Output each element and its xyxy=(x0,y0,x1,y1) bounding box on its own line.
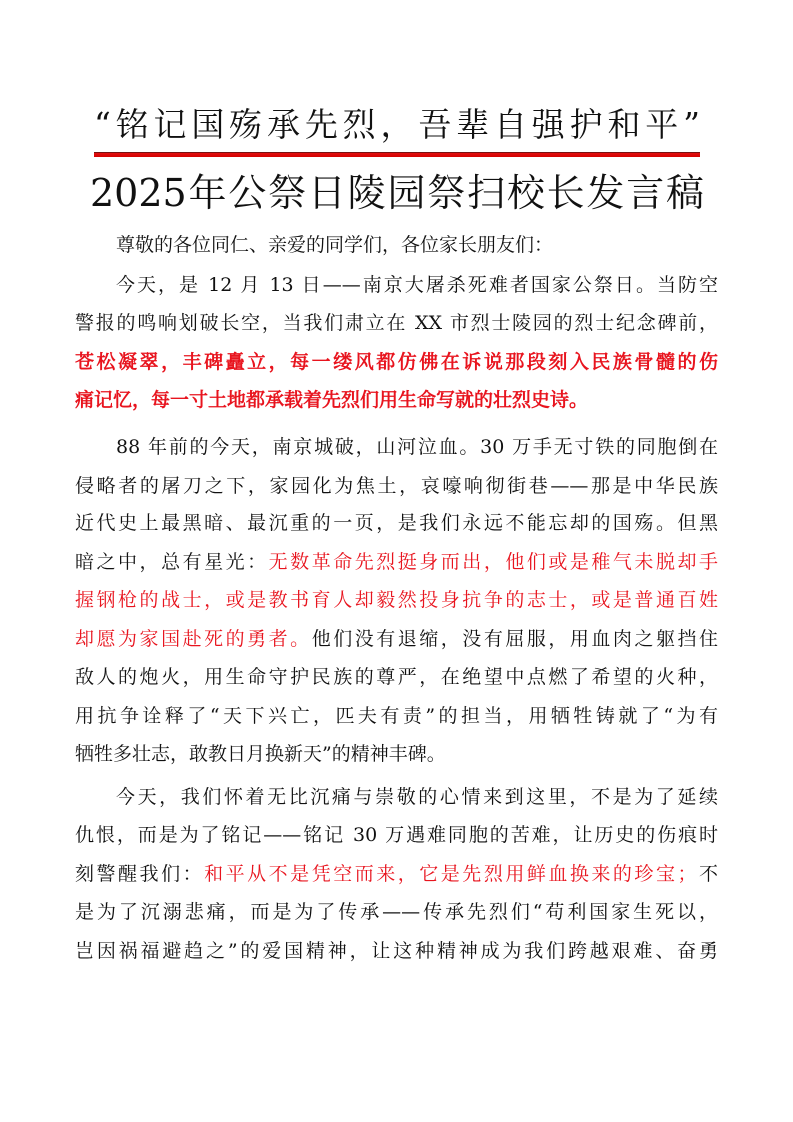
highlight-text: 苍松凝翠，丰碑矗立，每一缕风都仿佛在诉说那段刻入民族骨髓的伤 xyxy=(75,351,718,373)
page-title: 2025年公祭日陵园祭扫校长发言稿 xyxy=(90,171,704,215)
text-segment: 敌人的炮火，用生命守护民族的尊严，在绝望中点燃了希望的火种， xyxy=(75,666,718,688)
text-segment: 警报的鸣响划破长空，当我们肃立在 XX 市烈士陵园的烈士纪念碑前， xyxy=(75,312,718,334)
paragraph-3-line-4 xyxy=(75,897,718,927)
salutation-line xyxy=(116,230,718,260)
highlight-text: 痛记忆，每一寸土地都承载着先烈们用生命写就的壮烈史诗。 xyxy=(75,389,589,411)
paragraph-2-line-9 xyxy=(75,739,718,769)
text-segment: 是为了沉溺悲痛，而是为了传承——传承先烈们“苟利国家生死以， xyxy=(75,901,718,923)
paragraph-3-line-3 xyxy=(75,859,718,889)
text-segment: 岂因祸福避趋之”的爱国精神，让这种精神成为我们跨越艰难、奋勇 xyxy=(75,940,718,962)
text-segment: 不 xyxy=(696,863,718,885)
paragraph-1-line-2 xyxy=(75,308,718,338)
paragraph-2-line-2 xyxy=(75,471,718,501)
paragraph-1-line-1 xyxy=(116,270,718,300)
text-segment: 他们没有退缩，没有屈服，用血肉之躯挡住 xyxy=(311,628,718,650)
text-segment: 侵略者的屠刀之下，家园化为焦土，哀嚎响彻街巷——那是中华民族 xyxy=(75,475,718,497)
highlight-text: 握钢枪的战士，或是教书育人却毅然投身抗争的志士，或是普通百姓 xyxy=(75,589,718,611)
paragraph-3-line-5 xyxy=(75,936,718,966)
paragraph-2-line-3 xyxy=(75,508,718,538)
paragraph-2-line-1 xyxy=(116,432,718,462)
text-segment: 88 年前的今天，南京城破，山河泣血。30 万手无寸铁的同胞倒在 xyxy=(116,436,718,458)
text-segment: 尊敬的各位同仁、亲爱的同学们，各位家长朋友们： xyxy=(116,234,554,256)
subtitle-quote: “铭记国殇承先烈，吾辈自强护和平” xyxy=(94,105,700,144)
text-segment: 仇恨，而是为了铭记——铭记 30 万遇难同胞的苦难，让历史的伤痕时 xyxy=(75,824,718,846)
text-segment: 牺牲多壮志，敢教日月换新天”的精神丰碑。 xyxy=(75,743,446,765)
highlight-text: 和平从不是凭空而来，它是先烈用鲜血换来的珍宝； xyxy=(204,863,697,885)
paragraph-2-line-6 xyxy=(75,624,718,654)
text-segment: 用抗争诠释了“天下兴亡，匹夫有责”的担当，用牺牲铸就了“为有 xyxy=(75,705,718,727)
paragraph-1-line-4 xyxy=(75,385,718,415)
paragraph-2-line-7 xyxy=(75,662,718,692)
paragraph-3-line-2 xyxy=(75,820,718,850)
paragraph-3-line-1 xyxy=(116,782,718,812)
header-divider-red xyxy=(94,153,700,157)
text-segment: 暗之中，总有星光： xyxy=(75,551,269,573)
text-segment: 近代史上最黑暗、最沉重的一页，是我们永远不能忘却的国殇。但黑 xyxy=(75,512,718,534)
text-segment: 今天，我们怀着无比沉痛与崇敬的心情来到这里，不是为了延续 xyxy=(116,786,718,808)
paragraph-2-line-8 xyxy=(75,701,718,731)
paragraph-2-line-5 xyxy=(75,585,718,615)
highlight-text: 却愿为家国赴死的勇者。 xyxy=(75,628,312,650)
paragraph-1-line-3 xyxy=(75,347,718,377)
text-segment: 今天，是 12 月 13 日——南京大屠杀死难者国家公祭日。当防空 xyxy=(116,274,718,296)
paragraph-2-line-4 xyxy=(75,547,718,577)
highlight-text: 无数革命先烈挺身而出，他们或是稚气未脱却手 xyxy=(268,551,718,573)
text-segment: 刻警醒我们： xyxy=(75,863,205,885)
